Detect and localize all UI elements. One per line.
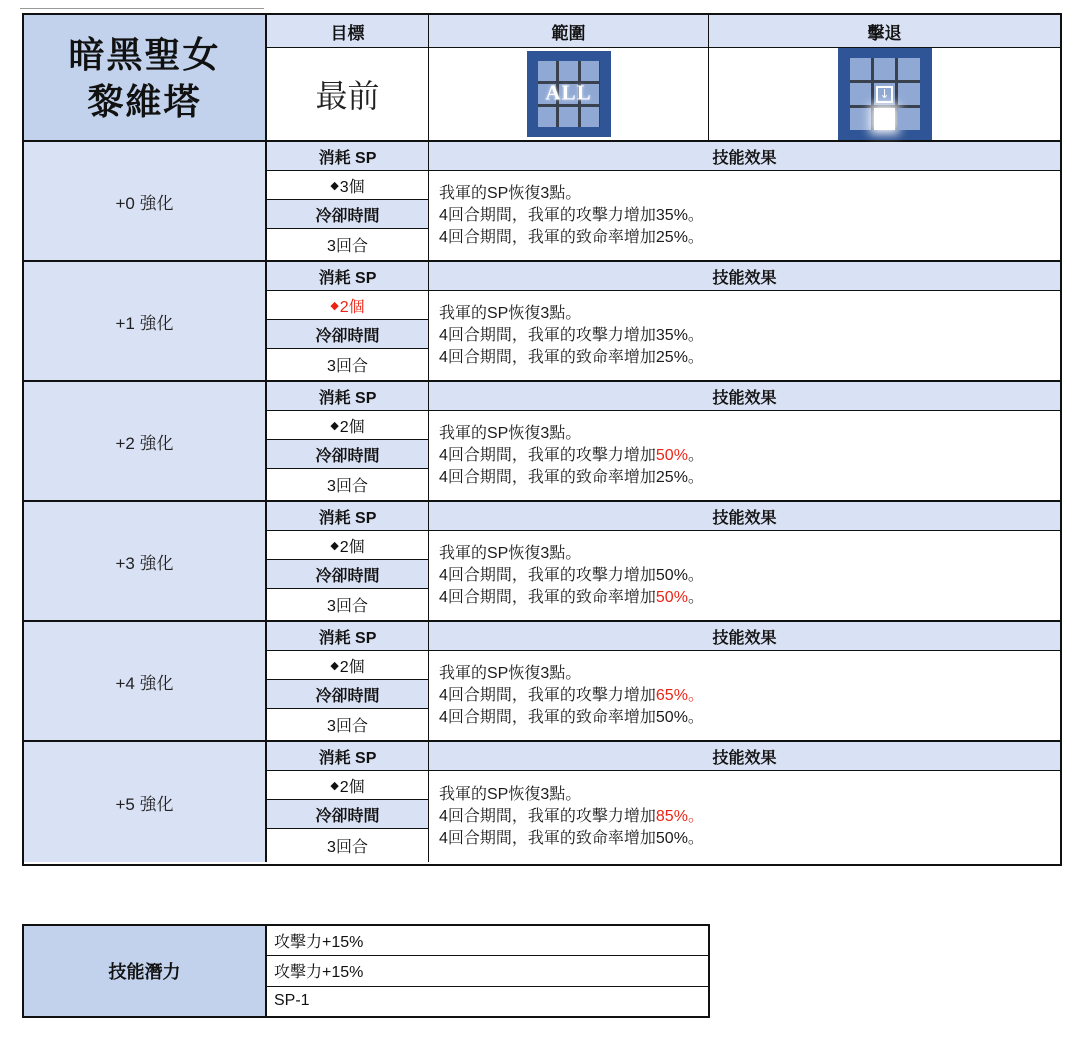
enhancement-section [24, 382, 1060, 502]
effect-column [429, 142, 1060, 260]
cropped-row-remnant-line [20, 8, 264, 9]
effect-line: 4回合期間，我軍的攻擊力增加35%。 [439, 206, 704, 224]
effect-line: 4回合期間，我軍的攻擊力增加50%。 [439, 566, 704, 584]
range-column [429, 15, 709, 140]
sp-cooldown-column [267, 502, 429, 620]
skill-potential-rows [267, 926, 708, 1016]
effect-line: 4回合期間，我軍的攻擊力增加50%。 [439, 446, 704, 464]
enhancement-sections [24, 142, 1060, 862]
sp-cost-value: ◆ 2個 [267, 411, 428, 440]
effect-line: 4回合期間，我軍的致命率增加50%。 [439, 829, 704, 847]
enhance-level-label: +5 強化 [24, 742, 267, 862]
cooldown-header: 冷卻時間 [267, 320, 428, 349]
range-all-grid-icon [527, 51, 611, 137]
effect-line: 4回合期間，我軍的致命率增加25%。 [439, 468, 704, 486]
knockback-grid [850, 58, 920, 130]
target-column [267, 15, 429, 140]
sp-cost-header: 消耗 SP [267, 742, 428, 771]
diamond-icon: ◆ [330, 539, 339, 552]
sp-cost-header: 消耗 SP [267, 142, 428, 171]
effect-header: 技能效果 [429, 742, 1060, 771]
enhancement-section [24, 142, 1060, 262]
skill-potential-label: 技能潛力 [24, 926, 267, 1016]
target-value: 最前 [315, 78, 380, 114]
enhance-level-label: +3 強化 [24, 502, 267, 620]
effect-column [429, 262, 1060, 380]
skill-effect-text [429, 651, 1060, 740]
enhancement-section [24, 622, 1060, 742]
sp-cost-header: 消耗 SP [267, 262, 428, 291]
range-header: 範圍 [429, 15, 708, 48]
effect-header: 技能效果 [429, 262, 1060, 291]
cooldown-header: 冷卻時間 [267, 680, 428, 709]
potential-row: SP-1 [267, 987, 708, 1016]
knockback-column [709, 15, 1060, 140]
diamond-icon: ◆ [330, 179, 339, 192]
sp-cooldown-column [267, 142, 429, 260]
effect-column [429, 742, 1060, 862]
enhancement-section [24, 502, 1060, 622]
skill-effect-text [429, 411, 1060, 500]
effect-column [429, 502, 1060, 620]
effect-header: 技能效果 [429, 502, 1060, 531]
target-header: 目標 [267, 15, 428, 48]
knockback-grid-icon [838, 48, 932, 140]
effect-line: 我軍的SP恢復3點。 [439, 184, 582, 202]
cooldown-value: 3回合 [267, 349, 428, 380]
effect-line: 4回合期間，我軍的攻擊力增加85%。 [439, 807, 704, 825]
potential-row: 攻擊力+15% [267, 956, 708, 986]
skill-effect-text [429, 531, 1060, 620]
sp-cooldown-column [267, 622, 429, 740]
sp-cost-value: ◆ 2個 [267, 651, 428, 680]
diamond-icon: ◆ [330, 299, 339, 312]
knockback-target-cell [874, 108, 895, 130]
effect-header: 技能效果 [429, 382, 1060, 411]
enhance-level-label: +1 強化 [24, 262, 267, 380]
character-name-line1: 暗黑聖女 [68, 33, 221, 75]
effect-line: 4回合期間，我軍的攻擊力增加35%。 [439, 326, 704, 344]
skill-effect-text [429, 771, 1060, 862]
diamond-icon: ◆ [330, 659, 339, 672]
effect-line: 4回合期間，我軍的致命率增加25%。 [439, 228, 704, 246]
cooldown-value: 3回合 [267, 829, 428, 862]
enhancement-section [24, 262, 1060, 382]
effect-column [429, 382, 1060, 500]
sp-cost-value: ◆ 2個 [267, 531, 428, 560]
cooldown-value: 3回合 [267, 229, 428, 260]
sp-cost-header: 消耗 SP [267, 622, 428, 651]
effect-line: 4回合期間，我軍的致命率增加50%。 [439, 588, 704, 606]
knockback-icon-cell [709, 48, 1060, 140]
cooldown-value: 3回合 [267, 589, 428, 620]
effect-line: 我軍的SP恢復3點。 [439, 304, 582, 322]
sp-cooldown-column [267, 262, 429, 380]
cooldown-value: 3回合 [267, 469, 428, 500]
effect-header: 技能效果 [429, 622, 1060, 651]
range-all-label: ALL [545, 80, 592, 105]
sp-cooldown-column [267, 382, 429, 500]
enhance-level-label: +2 強化 [24, 382, 267, 500]
cooldown-header: 冷卻時間 [267, 560, 428, 589]
target-value-cell [267, 48, 428, 140]
skill-effect-text [429, 171, 1060, 260]
cooldown-value: 3回合 [267, 709, 428, 740]
cooldown-header: 冷卻時間 [267, 800, 428, 829]
effect-line: 4回合期間，我軍的致命率增加25%。 [439, 348, 704, 366]
down-arrow-icon: ↓ [876, 86, 893, 103]
skill-potential-table [22, 924, 710, 1018]
effect-header: 技能效果 [429, 142, 1060, 171]
potential-row: 攻擊力+15% [267, 926, 708, 956]
character-name-line2: 黎維塔 [87, 80, 202, 122]
cooldown-header: 冷卻時間 [267, 200, 428, 229]
diamond-icon: ◆ [330, 419, 339, 432]
effect-line: 我軍的SP恢復3點。 [439, 664, 582, 682]
effect-column [429, 622, 1060, 740]
sp-cooldown-column [267, 742, 429, 862]
cooldown-header: 冷卻時間 [267, 440, 428, 469]
skill-effect-text [429, 291, 1060, 380]
sp-cost-header: 消耗 SP [267, 502, 428, 531]
enhancement-section [24, 742, 1060, 862]
sp-cost-value: ◆ 3個 [267, 171, 428, 200]
sp-cost-value: ◆ 2個 [267, 291, 428, 320]
skill-table-header [24, 15, 1060, 142]
knockback-header: 擊退 [709, 15, 1060, 48]
effect-line: 我軍的SP恢復3點。 [439, 785, 582, 803]
effect-line: 4回合期間，我軍的致命率增加50%。 [439, 708, 704, 726]
effect-line: 我軍的SP恢復3點。 [439, 544, 582, 562]
diamond-icon: ◆ [330, 779, 339, 792]
effect-line: 我軍的SP恢復3點。 [439, 424, 582, 442]
character-name-cell [24, 15, 267, 140]
range-icon-cell [429, 48, 708, 140]
effect-line: 4回合期間，我軍的攻擊力增加65%。 [439, 686, 704, 704]
skill-table [22, 13, 1062, 866]
sp-cost-header: 消耗 SP [267, 382, 428, 411]
sp-cost-value: ◆ 2個 [267, 771, 428, 800]
enhance-level-label: +0 強化 [24, 142, 267, 260]
enhance-level-label: +4 強化 [24, 622, 267, 740]
